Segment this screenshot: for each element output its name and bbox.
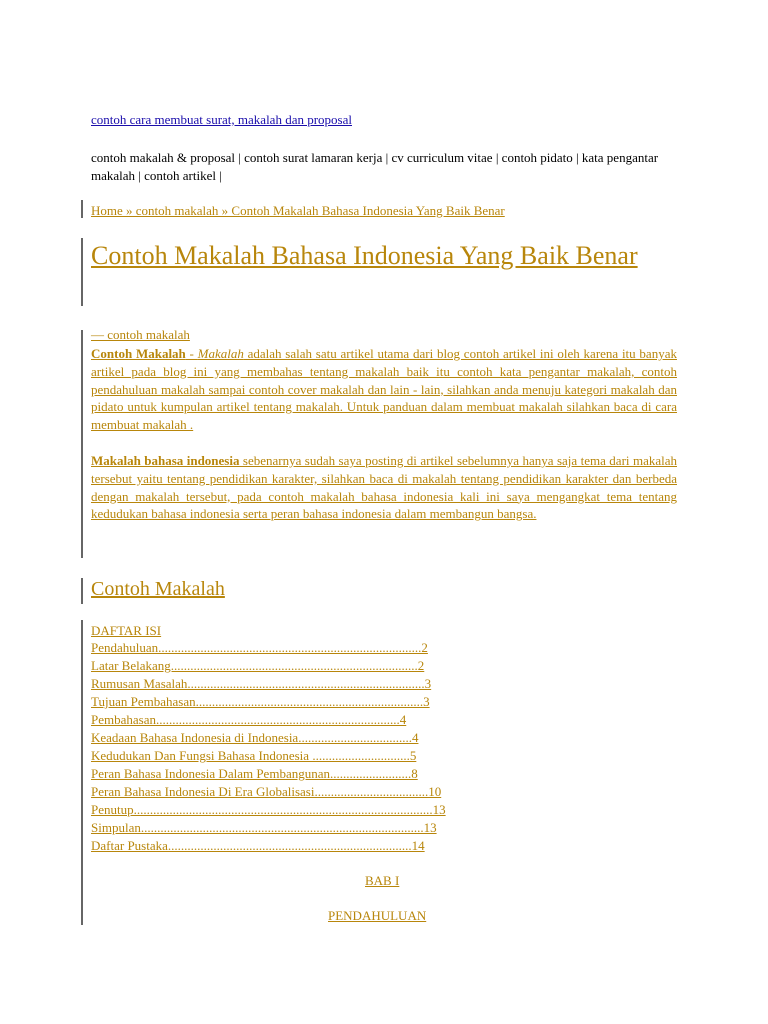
toc-item[interactable]: Rumusan Masalah.........................................................................3 bbox=[91, 676, 432, 691]
page-title[interactable]: Contoh Makalah Bahasa Indonesia Yang Baik Benar bbox=[91, 241, 638, 270]
site-title-link[interactable]: contoh cara membuat surat, makalah dan proposal bbox=[91, 112, 352, 127]
toc-item[interactable]: Penutup............................................................................................13 bbox=[91, 802, 446, 817]
chapter-number: BAB I bbox=[365, 873, 400, 888]
toc-item[interactable]: Kedudukan Dan Fungsi Bahasa Indonesia ..............................5 bbox=[91, 748, 417, 763]
toc-item[interactable]: Latar Belakang............................................................................2 bbox=[91, 658, 425, 673]
second-rest: sebenarnya sudah saya posting di artikel sebelumnya hanya saja tema dari makalah tersebut yaitu tentang pendidikan karakter, silahkan baca di makalah tentang pendidikan karakter dan berbeda dengan makalah tersebut, pada contoh makalah bahasa indonesia kali ini saya mengangkat tema tentang kedudukan bahasa indonesia serta peran bahasa indonesia dalam membangun bangsa. bbox=[91, 453, 677, 522]
intro-dash: - bbox=[185, 346, 198, 361]
left-rule-5 bbox=[81, 620, 83, 925]
toc-item[interactable]: Peran Bahasa Indonesia Di Era Globalisasi...................................10 bbox=[91, 784, 442, 799]
breadcrumb[interactable]: Home » contoh makalah » Contoh Makalah Bahasa Indonesia Yang Baik Benar bbox=[91, 203, 505, 218]
toc-item[interactable]: Peran Bahasa Indonesia Dalam Pembangunan.........................8 bbox=[91, 766, 418, 781]
toc-title: DAFTAR ISI bbox=[91, 623, 162, 638]
toc-item[interactable]: Pendahuluan.................................................................................2 bbox=[91, 640, 428, 655]
table-of-contents bbox=[91, 639, 446, 855]
toc-item[interactable]: Pembahasan...........................................................................4 bbox=[91, 712, 407, 727]
left-rule-1 bbox=[81, 200, 83, 218]
section-heading[interactable]: Contoh Makalah bbox=[91, 578, 225, 600]
intro-bold: Contoh Makalah bbox=[91, 346, 186, 361]
byline-category[interactable]: — contoh makalah bbox=[91, 327, 190, 342]
left-rule-2 bbox=[81, 238, 83, 306]
toc-item[interactable]: Keadaan Bahasa Indonesia di Indonesia...................................4 bbox=[91, 730, 419, 745]
left-rule-4 bbox=[81, 578, 83, 604]
second-bold: Makalah bahasa indonesia bbox=[91, 453, 240, 468]
toc-item[interactable]: Tujuan Pembahasan......................................................................3 bbox=[91, 694, 430, 709]
intro-italic: Makalah bbox=[197, 346, 244, 361]
toc-item[interactable]: Simpulan.......................................................................................13 bbox=[91, 820, 437, 835]
toc-item[interactable]: Daftar Pustaka...........................................................................14 bbox=[91, 838, 425, 853]
chapter-title: PENDAHULUAN bbox=[328, 908, 427, 923]
left-rule-3 bbox=[81, 330, 83, 558]
intro-paragraph bbox=[91, 345, 677, 434]
category-nav[interactable]: contoh makalah & proposal | contoh surat lamaran kerja | cv curriculum vitae | contoh pidato | kata pengantar makalah | contoh artikel | bbox=[91, 150, 659, 183]
intro-rest: adalah salah satu artikel utama dari blog contoh artikel ini oleh karena itu banyak artikel pada blog ini yang membahas tentang makalah baik itu contoh kata pengantar makalah, contoh pendahuluan makalah sampai contoh cover makalah dan lain - lain, silahkan anda menuju kategori makalah dan pidato untuk kumpulan artikel tentang makalah. Untuk panduan dalam membuat makalah silahkan baca di cara membuat makalah . bbox=[91, 346, 677, 433]
second-paragraph bbox=[91, 452, 677, 523]
